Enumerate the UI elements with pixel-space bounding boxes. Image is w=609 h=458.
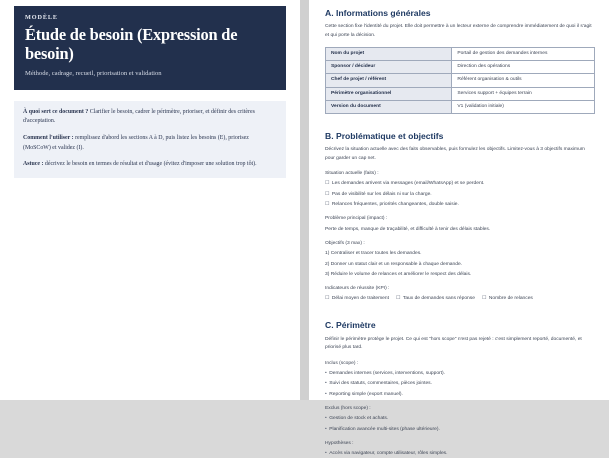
table-cell-value[interactable]: Services support + équipes terrain xyxy=(452,87,595,100)
table-cell-key: Chef de projet / référent xyxy=(326,74,452,87)
page-1-content xyxy=(0,0,300,178)
list-item-label: Demandes internes (services, interventions, support). xyxy=(329,370,446,376)
section-heading-b: B. Problématique et objectifs xyxy=(325,130,444,141)
info-text-purpose: Clarifier le besoin, cadrer le périmètre, prioriser, et définir des critères d'acceptation. xyxy=(23,108,255,125)
kpi-checkbox-item[interactable] xyxy=(396,296,475,301)
table-row xyxy=(326,48,595,61)
list-item-label: Suivi des statuts, commentaires, pièces jointes. xyxy=(329,381,432,387)
table-cell-value[interactable]: Portail de gestion des demandes internes xyxy=(452,48,595,61)
list-item: 3) Réduire le volume de relances et améliorer le respect des délais. xyxy=(325,272,472,278)
kpi-checkbox-row xyxy=(325,295,595,303)
exclus-label: Exclus (hors scope) : xyxy=(325,405,371,411)
table-row xyxy=(326,61,595,74)
checkbox-label: Délai moyen de traitement xyxy=(331,296,389,302)
checkbox-label: Nombre de relances xyxy=(488,296,533,302)
document-title-banner xyxy=(14,6,286,90)
document-kicker: MODÈLE xyxy=(25,14,58,21)
checkbox-item[interactable] xyxy=(325,201,595,209)
table-cell-key: Version du document xyxy=(326,100,452,113)
info-text-tip: décrivez le besoin en termes de résultat et d'usage (évitez d'imposer une solution trop tôt). xyxy=(43,161,257,168)
checkbox-icon[interactable]: ☐ xyxy=(325,181,330,187)
table-row xyxy=(326,87,595,100)
section-heading-c: C. Périmètre xyxy=(325,320,376,331)
list-item xyxy=(325,380,595,388)
info-paragraph-purpose xyxy=(23,108,277,127)
info-text-howto: remplissez d'abord les sections A à D, puis listez les besoins (E), priorisez (MoSCoW) et validez (I). xyxy=(23,134,249,151)
checkbox-label: Pas de visibilité sur les délais ni sur la charge. xyxy=(331,191,432,197)
page-2-content xyxy=(309,0,609,458)
info-lead-howto: Comment l'utiliser : xyxy=(23,134,74,141)
info-paragraph-tip xyxy=(23,160,277,170)
list-item: 1) Centraliser et tracer toutes les demandes. xyxy=(325,251,422,257)
list-item-label: Reporting simple (export manuel). xyxy=(329,391,403,397)
table-cell-value[interactable]: Direction des opérations xyxy=(452,61,595,74)
list-item xyxy=(325,426,595,434)
table-row xyxy=(326,100,595,113)
checkbox-icon[interactable]: ☐ xyxy=(325,191,330,197)
kpi-checkbox-item[interactable] xyxy=(482,296,533,301)
probleme-label: Problème principal (impact) : xyxy=(325,216,388,222)
list-item-label: Gestion de stock et achats. xyxy=(329,416,389,422)
section-c-intro: Définir le périmètre protège le projet. Ce qui est "hors scope" n'est pas rejeté : c'est simplement reporté, documenté, et priorisé plus tard. xyxy=(325,336,582,351)
table-cell-value[interactable]: Référent organisation & outils xyxy=(452,74,595,87)
list-item xyxy=(325,391,595,399)
list-item xyxy=(325,370,595,378)
kpi-checkbox-item[interactable] xyxy=(325,296,389,301)
checkbox-icon[interactable]: ☐ xyxy=(481,296,487,302)
document-page-2 xyxy=(309,0,609,457)
probleme-text: Perte de temps, manque de traçabilité, et difficulté à tenir des délais stables. xyxy=(325,226,491,232)
checkbox-item[interactable] xyxy=(325,180,595,188)
table-cell-key: Périmètre organisationnel xyxy=(326,87,452,100)
section-b-intro: Décrivez la situation actuelle avec des faits observables, puis formulez les objectifs. Limitez-vous à 3 objectifs maximum pour garder un cap net. xyxy=(325,147,585,161)
kpi-label: Indicateurs de réussite (KPI) : xyxy=(325,286,390,292)
bullet-icon: • xyxy=(325,381,327,387)
bullet-icon: • xyxy=(325,451,327,457)
info-lead-tip: Astuce : xyxy=(23,161,44,168)
list-item xyxy=(325,415,595,423)
usage-info-box xyxy=(14,101,286,178)
list-item-label: Accès via navigateur, compte utilisateur, rôles simples. xyxy=(329,451,448,457)
document-page-1 xyxy=(0,0,300,400)
checkbox-icon[interactable]: ☐ xyxy=(325,202,330,208)
table-row xyxy=(326,74,595,87)
checkbox-icon[interactable]: ☐ xyxy=(395,296,401,302)
checkbox-label: Taux de demandes sans réponse xyxy=(402,296,475,302)
checkbox-label: Relances fréquentes, priorités changeantes, double saisie. xyxy=(331,202,459,208)
checkbox-item[interactable] xyxy=(325,191,595,199)
list-item xyxy=(325,450,595,458)
bullet-icon: • xyxy=(325,426,327,432)
section-heading-a: A. Informations générales xyxy=(325,8,431,18)
document-subtitle: Méthode, cadrage, recueil, priorisation et validation xyxy=(25,69,162,77)
general-information-table-body xyxy=(326,48,595,114)
bullet-icon: • xyxy=(325,416,327,422)
section-a-intro: Cette section fixe l'identité du projet. Elle doit permettre à un lecteur externe de comprendre immédiatement de quoi il s'agit et qui porte la décision. xyxy=(325,24,592,38)
info-lead-purpose: À quoi sert ce document ? xyxy=(23,108,89,115)
checkbox-label: Les demandes arrivent via messages (email/WhatsApp) et se perdent. xyxy=(331,181,485,187)
page-separator xyxy=(300,0,309,400)
bullet-icon: • xyxy=(325,370,327,376)
info-paragraph-howto xyxy=(23,134,277,153)
list-item-label: Planification avancée multi-sites (phase ultérieure). xyxy=(329,426,440,432)
inclus-label: Inclus (scope) : xyxy=(325,360,359,366)
checkbox-icon[interactable]: ☐ xyxy=(325,296,330,302)
table-cell-key: Sponsor / décideur xyxy=(326,61,452,74)
table-cell-key: Nom du projet xyxy=(326,48,452,61)
situation-label: Situation actuelle (faits) : xyxy=(325,171,379,176)
general-information-table xyxy=(325,47,595,114)
table-cell-value[interactable]: V1 (validation initiale) xyxy=(452,100,595,113)
list-item: 2) Donner un statut clair et un responsable à chaque demande. xyxy=(325,261,463,267)
page-title: Étude de besoin (Expression de besoin) xyxy=(25,25,238,63)
objectifs-label: Objectifs (3 max) : xyxy=(325,240,365,246)
bullet-icon: • xyxy=(325,391,327,397)
hypotheses-label: Hypothèses : xyxy=(325,440,354,446)
